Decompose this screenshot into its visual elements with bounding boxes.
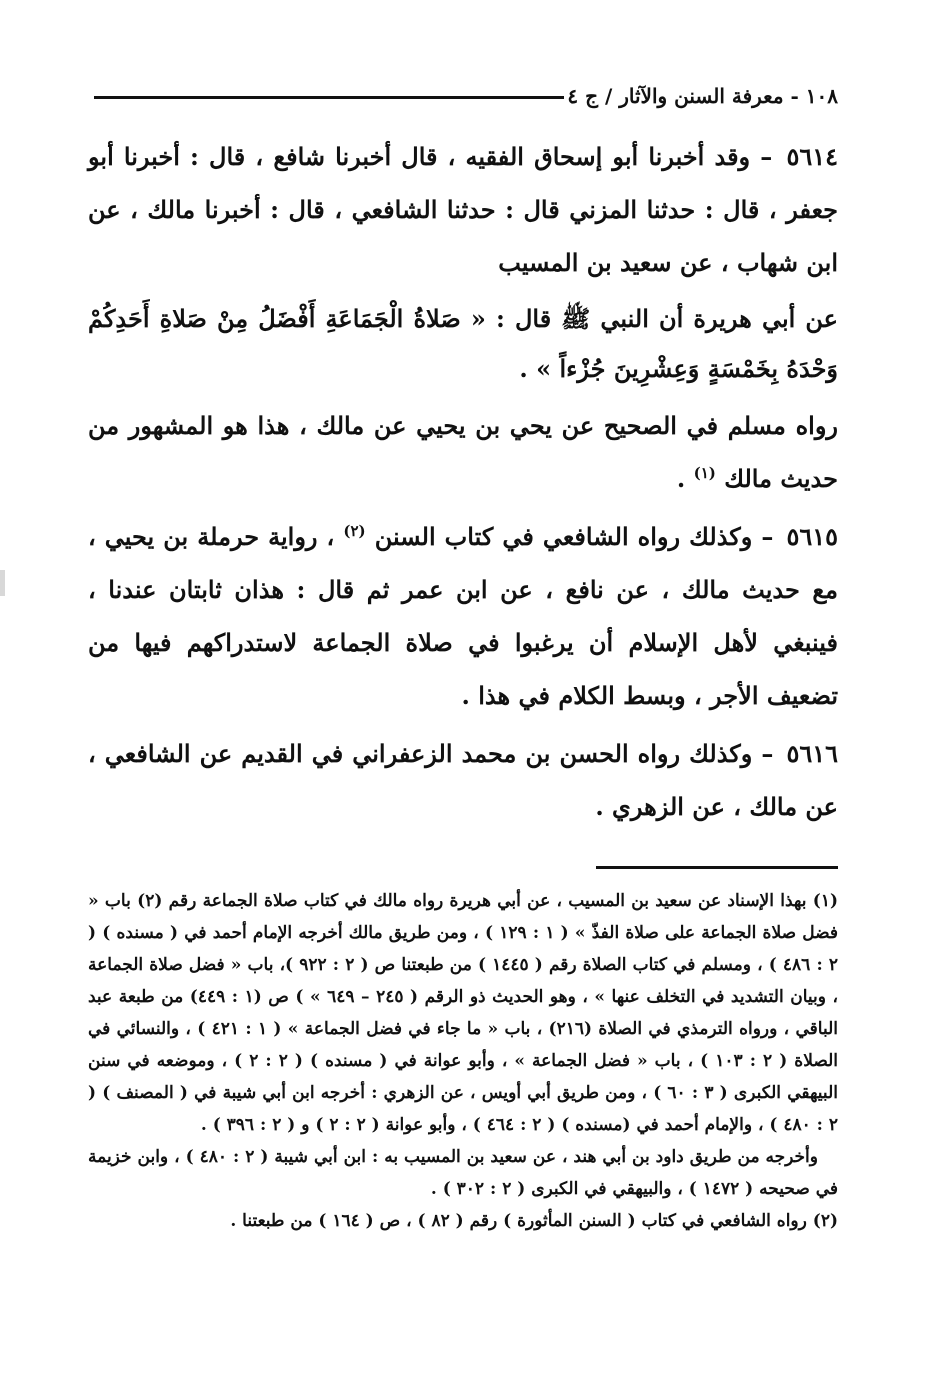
footnote-2: (٢) رواه الشافعي في كتاب ( السنن المأثورة ) رقم ( ٨٢ ) ، ص ( ١٦٤ ) من طبعتنا . [230, 1211, 838, 1231]
main-text [88, 130, 838, 833]
hadith-matn: عن أبي هريرة أن النبي ﷺ قال : « صَلاةُ الْجَمَاعَةِ أَفْضَلُ مِنْ صَلاةِ أَحَدِكُمْ وَحْدَهُ بِخَمْسَةٍ وَعِشْرِينَ جُزْءاً » . [88, 304, 838, 383]
footnote-1-continuation: وأخرجه من طريق داود بن أبي هند ، عن سعيد بن المسيب به : ابن أبي شيبة ( ٢ : ٤٨٠ ) ، وابن خزيمة في صحيحه ( ١٤٧٢ ) ، والبيهقي في الكبرى ( ٢ : ٣٠٢ ) . [88, 1147, 838, 1199]
footnote-1: (١) بهذا الإسناد عن سعيد بن المسيب ، عن أبي هريرة رواه مالك في كتاب صلاة الجماعة رقم (٢) باب « فضل صلاة الجماعة على صلاة الفذّ » ( ١ : ١٢٩ ) ، ومن طريق مالك أخرجه الإمام أحمد في ( مسنده ) ( ٢ : ٤٨٦ ) ، ومسلم في كتاب الصلاة رقم ( ١٤٤٥ ) من طبعتنا ص ( ٢ : ٩٢٢ )، باب « فضل صلاة الجماعة ، وبيان التشديد في التخلف عنها » ، وهو الحديث ذو الرقم ( ٢٤٥ – ٦٤٩ » ) ص (١ : ٤٤٩) من طبعة عبد الباقي ، ورواه الترمذي في الصلاة (٢١٦) ، باب « ما جاء في فضل الجماعة » ( ١ : ٤٢١ ) ، والنسائي في الصلاة ( ٢ : ١٠٣ ) ، باب « فضل الجماعة » ، وأبو عوانة في ( مسنده ) ( ٢ : ٢ ) ، وموضعه في سنن البيهقي الكبرى ( ٣ : ٦٠ ) ، ومن طريق أبي أويس ، عن الزهري : أخرجه ابن أبي شيبة في ( المصنف ) ( ٢ : ٤٨٠ ) ، والإمام أحمد في (مسنده ) ( ٢ : ٤٦٤ ) ، وأبو عوانة ( ٢ : ٢ ) و ( ٢ : ٣٩٦ ) . [88, 891, 839, 1135]
footnotes [88, 885, 838, 1237]
paragraph-5614 [88, 130, 838, 289]
riwayah-paragraph [88, 399, 838, 505]
paragraph-5615-text-before: – وكذلك رواه الشافعي في كتاب السنن [374, 522, 774, 551]
header-title: ١٠٨ - معرفة السنن والآثار / ج ٤ [567, 84, 838, 108]
hadith-number-5616: ٥٦١٦ [786, 739, 838, 768]
riwayah-end: . [676, 464, 694, 493]
footnote-separator [596, 866, 838, 869]
running-header [88, 78, 838, 116]
scan-edge-mark [0, 570, 5, 596]
footnote-ref-2: (٢) [343, 522, 366, 540]
paragraph-5615 [88, 510, 838, 722]
riwayah-text: رواه مسلم في الصحيح عن يحي بن يحيي عن مالك ، هذا هو المشهور من حديث مالك [88, 411, 838, 493]
page-body [88, 78, 838, 1237]
hadith-number-5614: ٥٦١٤ [786, 142, 838, 171]
paragraph-5616-text: – وكذلك رواه الحسن بن محمد الزعفراني في القديم عن الشافعي ، عن مالك ، عن الزهري . [88, 739, 838, 821]
paragraph-5615-text-after: ، رواية حرملة بن يحيي ، مع حديث مالك ، عن نافع ، عن ابن عمر ثم قال : هذان ثابتان عندنا ، فينبغي لأهل الإسلام أن يرغبوا في صلاة الجماعة لاستدراكهم فيها من تضعيف الأجر ، وبسط الكلام في هذا . [88, 522, 838, 710]
hadith-number-5615: ٥٦١٥ [786, 522, 838, 551]
footnote-ref-1: (١) [693, 464, 716, 482]
paragraph-5614-text: – وقد أخبرنا أبو إسحاق الفقيه ، قال أخبرنا شافع ، قال : أخبرنا أبو جعفر ، قال : حدثنا المزني قال : حدثنا الشافعي ، قال : أخبرنا مالك ، عن ابن شهاب ، عن سعيد بن المسيب [88, 142, 838, 277]
paragraph-5616 [88, 727, 838, 833]
hadith-text [88, 294, 838, 394]
header-rule [94, 96, 564, 99]
